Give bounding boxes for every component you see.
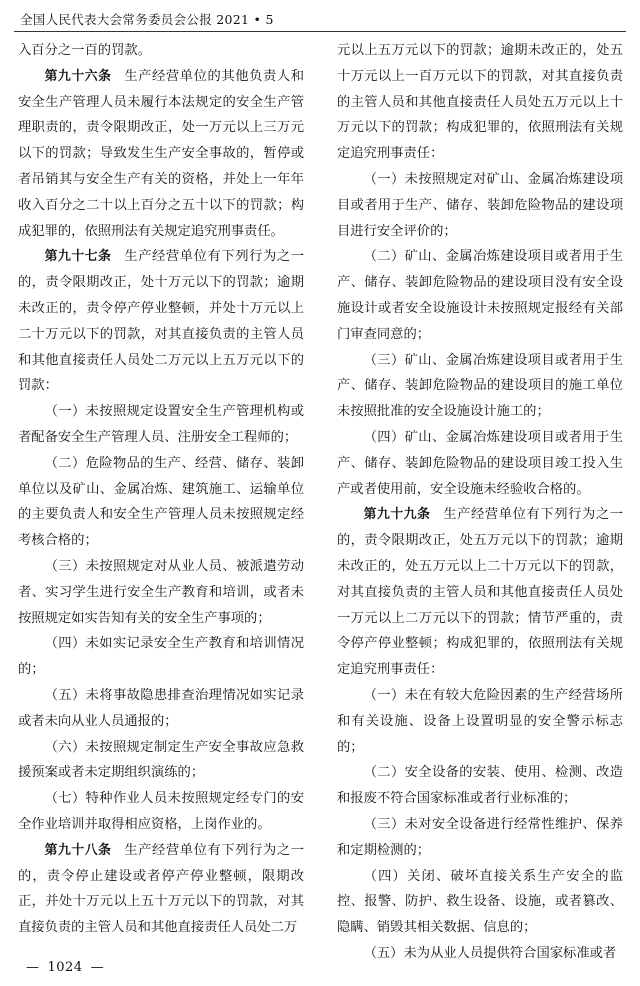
paragraph-text: （三）矿山、金属冶炼建设项目或者用于生产、储存、装卸危险物品的建设项目的施工单位未按照批准的安全设施设计施工的； <box>337 352 623 420</box>
paragraph <box>337 683 623 760</box>
paragraph-text: （一）未按照规定对矿山、金属冶炼建设项目或者用于生产、储存、装卸危险物品的建设项目进行安全评价的； <box>337 171 623 239</box>
header-divider <box>14 31 626 32</box>
paragraph-text: （一）未按照规定设置安全生产管理机构或者配备安全生产管理人员、注册安全工程师的； <box>18 404 304 445</box>
paragraph <box>18 38 304 64</box>
paragraph <box>337 348 623 425</box>
paragraph-text: （二）危险物品的生产、经营、储存、装卸单位以及矿山、金属冶炼、建筑施工、运输单位的主要负责人和安全生产管理人员未按照规定经考核合格的； <box>18 455 304 549</box>
paragraph <box>18 554 304 631</box>
article-paragraph <box>18 64 304 245</box>
paragraph-text: 生产经营单位的其他负责人和安全生产管理人员未履行本法规定的安全生产管理职责的，责令限期改正，处一万元以上三万元以下的罚款；导致发生生产安全事故的，暂停或者吊销其与安全生产有关的资格，并处上一年年收入百分之二十以上百分之五十以下的罚款；构成犯罪的，依照刑法有关规定追究刑事责任。 <box>18 68 305 239</box>
article-number: 第九十九条 <box>363 507 431 523</box>
paragraph-text: （六）未按照规定制定生产安全事故应急救援预案或者未定期组织演练的； <box>18 739 304 781</box>
paragraph <box>337 812 623 864</box>
publication-header: 全国人民代表大会常务委员会公报 2021 • 5 <box>20 12 274 27</box>
paragraph-text: （二）矿山、金属冶炼建设项目或者用于生产、储存、装卸危险物品的建设项目没有安全设施设计或者安全设施设计未按照规定报经有关部门审查同意的； <box>337 249 623 342</box>
footer-dash-right: — <box>90 960 105 975</box>
paragraph <box>337 244 623 347</box>
paragraph-text: （三）未按照规定对从业人员、被派遣劳动者、实习学生进行安全生产教育和培训，或者未按照规定如实告知有关的安全生产事项的； <box>18 558 304 626</box>
paragraph-text: （三）未对安全设备进行经常性维护、保养和定期检测的； <box>337 816 623 858</box>
page-number: 1024 <box>47 960 83 975</box>
paragraph-text: （一）未在有较大危险因素的生产经营场所和有关设施、设备上设置明显的安全警示标志的； <box>337 687 623 755</box>
right-column <box>337 38 623 967</box>
article-number: 第九十六条 <box>44 68 112 84</box>
article-number: 第九十八条 <box>44 842 112 858</box>
footer-dash-left: — <box>26 960 40 975</box>
paragraph <box>337 38 623 167</box>
paragraph <box>18 683 304 735</box>
paragraph <box>337 760 623 812</box>
paragraph <box>18 786 304 838</box>
paragraph-text: （四）关闭、破坏直接关系生产安全的监控、报警、防护、救生设备、设施，或者篡改、隐瞒、销毁其相关数据、信息的； <box>337 868 623 936</box>
paragraph <box>18 399 304 451</box>
article-paragraph <box>18 838 304 941</box>
paragraph <box>337 941 623 967</box>
paragraph <box>337 167 623 244</box>
page-footer <box>18 960 112 975</box>
paragraph-text: （四）未如实记录安全生产教育和培训情况的； <box>18 636 304 678</box>
left-column <box>18 38 304 941</box>
article-number: 第九十七条 <box>44 249 112 265</box>
paragraph-text: 生产经营单位有下列行为之一的，责令限期改正，处十万元以下的罚款；逾期未改正的，责令停产停业整顿，并处十万元以上二十万元以下的罚款，对其直接负责的主管人员和其他直接责任人员处二万元以上五万元以下的罚款： <box>18 249 305 394</box>
paragraph <box>337 864 623 941</box>
paragraph-text: （二）安全设备的安装、使用、检测、改造和报废不符合国家标准或者行业标准的； <box>337 765 623 807</box>
paragraph <box>18 631 304 683</box>
paragraph-text: （四）矿山、金属冶炼建设项目或者用于生产、储存、装卸危险物品的建设项目竣工投入生产或者使用前，安全设施未经验收合格的。 <box>337 429 623 497</box>
paragraph-text: 生产经营单位有下列行为之一的，责令限期改正，处五万元以下的罚款；逾期未改正的，处五万元以上二十万元以下的罚款，对其直接负责的主管人员和其他直接责任人员处一万元以上二万元以下的罚款；情节严重的，责令停产停业整顿；构成犯罪的，依照刑法有关规定追究刑事责任： <box>337 507 624 678</box>
paragraph <box>18 451 304 554</box>
paragraph <box>18 735 304 787</box>
paragraph-text: （五）未将事故隐患排查治理情况如实记录或者未向从业人员通报的； <box>18 687 304 729</box>
paragraph-text: （七）特种作业人员未按照规定经专门的安全作业培训并取得相应资格，上岗作业的。 <box>18 791 304 832</box>
article-paragraph <box>337 502 623 683</box>
paragraph-text: 入百分之一百的罚款。 <box>18 43 151 58</box>
article-paragraph <box>18 244 304 399</box>
paragraph-text: 元以上五万元以下的罚款；逾期未改正的，处五十万元以上一百万元以下的罚款，对其直接负责的主管人员和其他直接责任人员处五万元以上十万元以下的罚款；构成犯罪的，依照刑法有关规定追究刑事责任： <box>337 43 623 162</box>
paragraph-text: （五）未为从业人员提供符合国家标准或者 <box>363 945 617 961</box>
paragraph-text: 生产经营单位有下列行为之一的，责令停止建设或者停产停业整顿，限期改正，并处十万元以上五十万元以下的罚款，对其直接负责的主管人员和其他直接责任人员处二万 <box>18 842 305 936</box>
paragraph <box>337 425 623 502</box>
